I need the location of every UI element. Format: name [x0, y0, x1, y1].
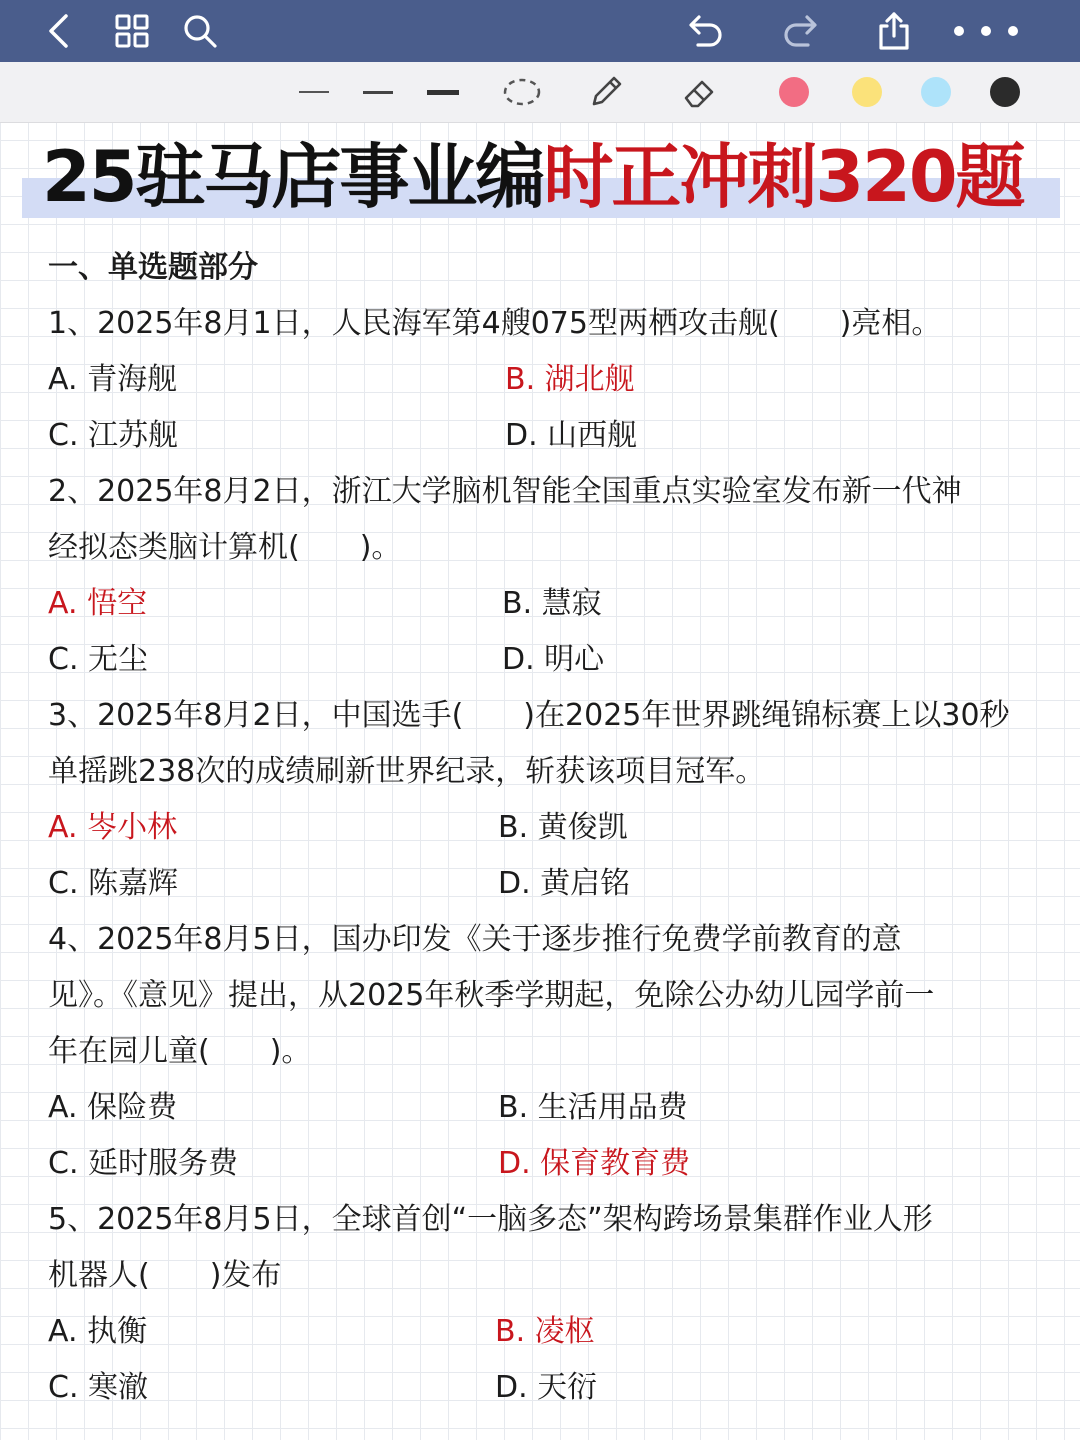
question-3-text-cont: 单摇跳238次的成绩刷新世界纪录，斩获该项目冠军。	[48, 754, 766, 789]
options-row	[48, 1304, 1038, 1360]
back-icon[interactable]	[38, 0, 78, 62]
color-swatch-yellow[interactable]	[849, 62, 885, 122]
share-icon[interactable]	[872, 0, 916, 62]
option-d-answer: D. 保育教育费	[498, 1146, 691, 1181]
option-a-answer: A. 岑小林	[48, 810, 178, 845]
options-row	[48, 576, 1038, 632]
option-c: C. 寒澈	[48, 1370, 149, 1405]
question-1-text: 1、2025年8月1日，人民海军第4艘075型两栖攻击舰( )亮相。	[48, 306, 942, 341]
search-icon[interactable]	[180, 0, 220, 62]
options-row	[48, 632, 1038, 688]
option-b: B. 慧寂	[502, 586, 602, 621]
color-swatch-blue[interactable]	[918, 62, 954, 122]
option-c: C. 无尘	[48, 642, 149, 677]
eraser-icon[interactable]	[678, 62, 722, 122]
options-row	[48, 800, 1038, 856]
question-2-text: 2、2025年8月2日，浙江大学脑机智能全国重点实验室发布新一代神	[48, 474, 962, 509]
title-black-part: 25驻马店事业编	[42, 136, 544, 218]
option-b: B. 生活用品费	[498, 1090, 688, 1125]
option-d: D. 黄启铭	[498, 866, 631, 901]
question-4-text-cont: 见》。《意见》提出，从2025年秋季学期起，免除公办幼儿园学前一	[48, 978, 935, 1013]
option-a: A. 保险费	[48, 1090, 178, 1125]
question-list	[48, 240, 1038, 1416]
option-d: D. 山西舰	[505, 418, 638, 453]
options-row	[48, 856, 1038, 912]
option-a-answer: A. 悟空	[48, 586, 148, 621]
options-row	[48, 1136, 1038, 1192]
option-c: C. 江苏舰	[48, 418, 179, 453]
question-4-text-cont: 年在园儿童( )。	[48, 1034, 312, 1069]
option-c: C. 陈嘉辉	[48, 866, 179, 901]
option-b-answer: B. 湖北舰	[505, 362, 635, 397]
redo-icon[interactable]	[778, 0, 822, 62]
pencil-icon[interactable]	[584, 62, 628, 122]
question-5-text-cont: 机器人( )发布	[48, 1258, 282, 1293]
thick-line-icon[interactable]	[425, 62, 461, 122]
section-title: 一、单选题部分	[48, 250, 258, 285]
question-2-text-cont: 经拟态类脑计算机( )。	[48, 530, 402, 565]
option-b: B. 黄俊凯	[498, 810, 628, 845]
options-row	[48, 1080, 1038, 1136]
color-swatch-black[interactable]	[987, 62, 1023, 122]
lasso-icon[interactable]	[500, 62, 544, 122]
option-b-answer: B. 凌枢	[495, 1314, 595, 1349]
thin-line-icon[interactable]	[296, 62, 332, 122]
top-navigation-bar	[0, 0, 1080, 62]
more-icon[interactable]	[948, 0, 1024, 62]
options-row	[48, 1360, 1038, 1416]
option-d: D. 明心	[502, 642, 605, 677]
option-a: A. 执衡	[48, 1314, 148, 1349]
undo-icon[interactable]	[684, 0, 728, 62]
options-row	[48, 408, 1038, 464]
question-4-text: 4、2025年8月5日，国办印发《关于逐步推行免费学前教育的意	[48, 922, 902, 957]
page-title	[42, 132, 1024, 222]
color-swatch-pink[interactable]	[776, 62, 812, 122]
option-c: C. 延时服务费	[48, 1146, 239, 1181]
options-row	[48, 352, 1038, 408]
option-a: A. 青海舰	[48, 362, 178, 397]
medium-line-icon[interactable]	[360, 62, 396, 122]
question-5-text: 5、2025年8月5日，全球首创“一脑多态”架构跨场景集群作业人形	[48, 1202, 933, 1237]
page-title-block	[22, 132, 1062, 222]
question-3-text: 3、2025年8月2日，中国选手( )在2025年世界跳绳锦标赛上以30秒	[48, 698, 1010, 733]
title-red-part: 时正冲刺320题	[543, 136, 1024, 218]
drawing-toolbar	[0, 62, 1080, 123]
grid-icon[interactable]	[110, 0, 154, 62]
option-d: D. 天衍	[495, 1370, 598, 1405]
